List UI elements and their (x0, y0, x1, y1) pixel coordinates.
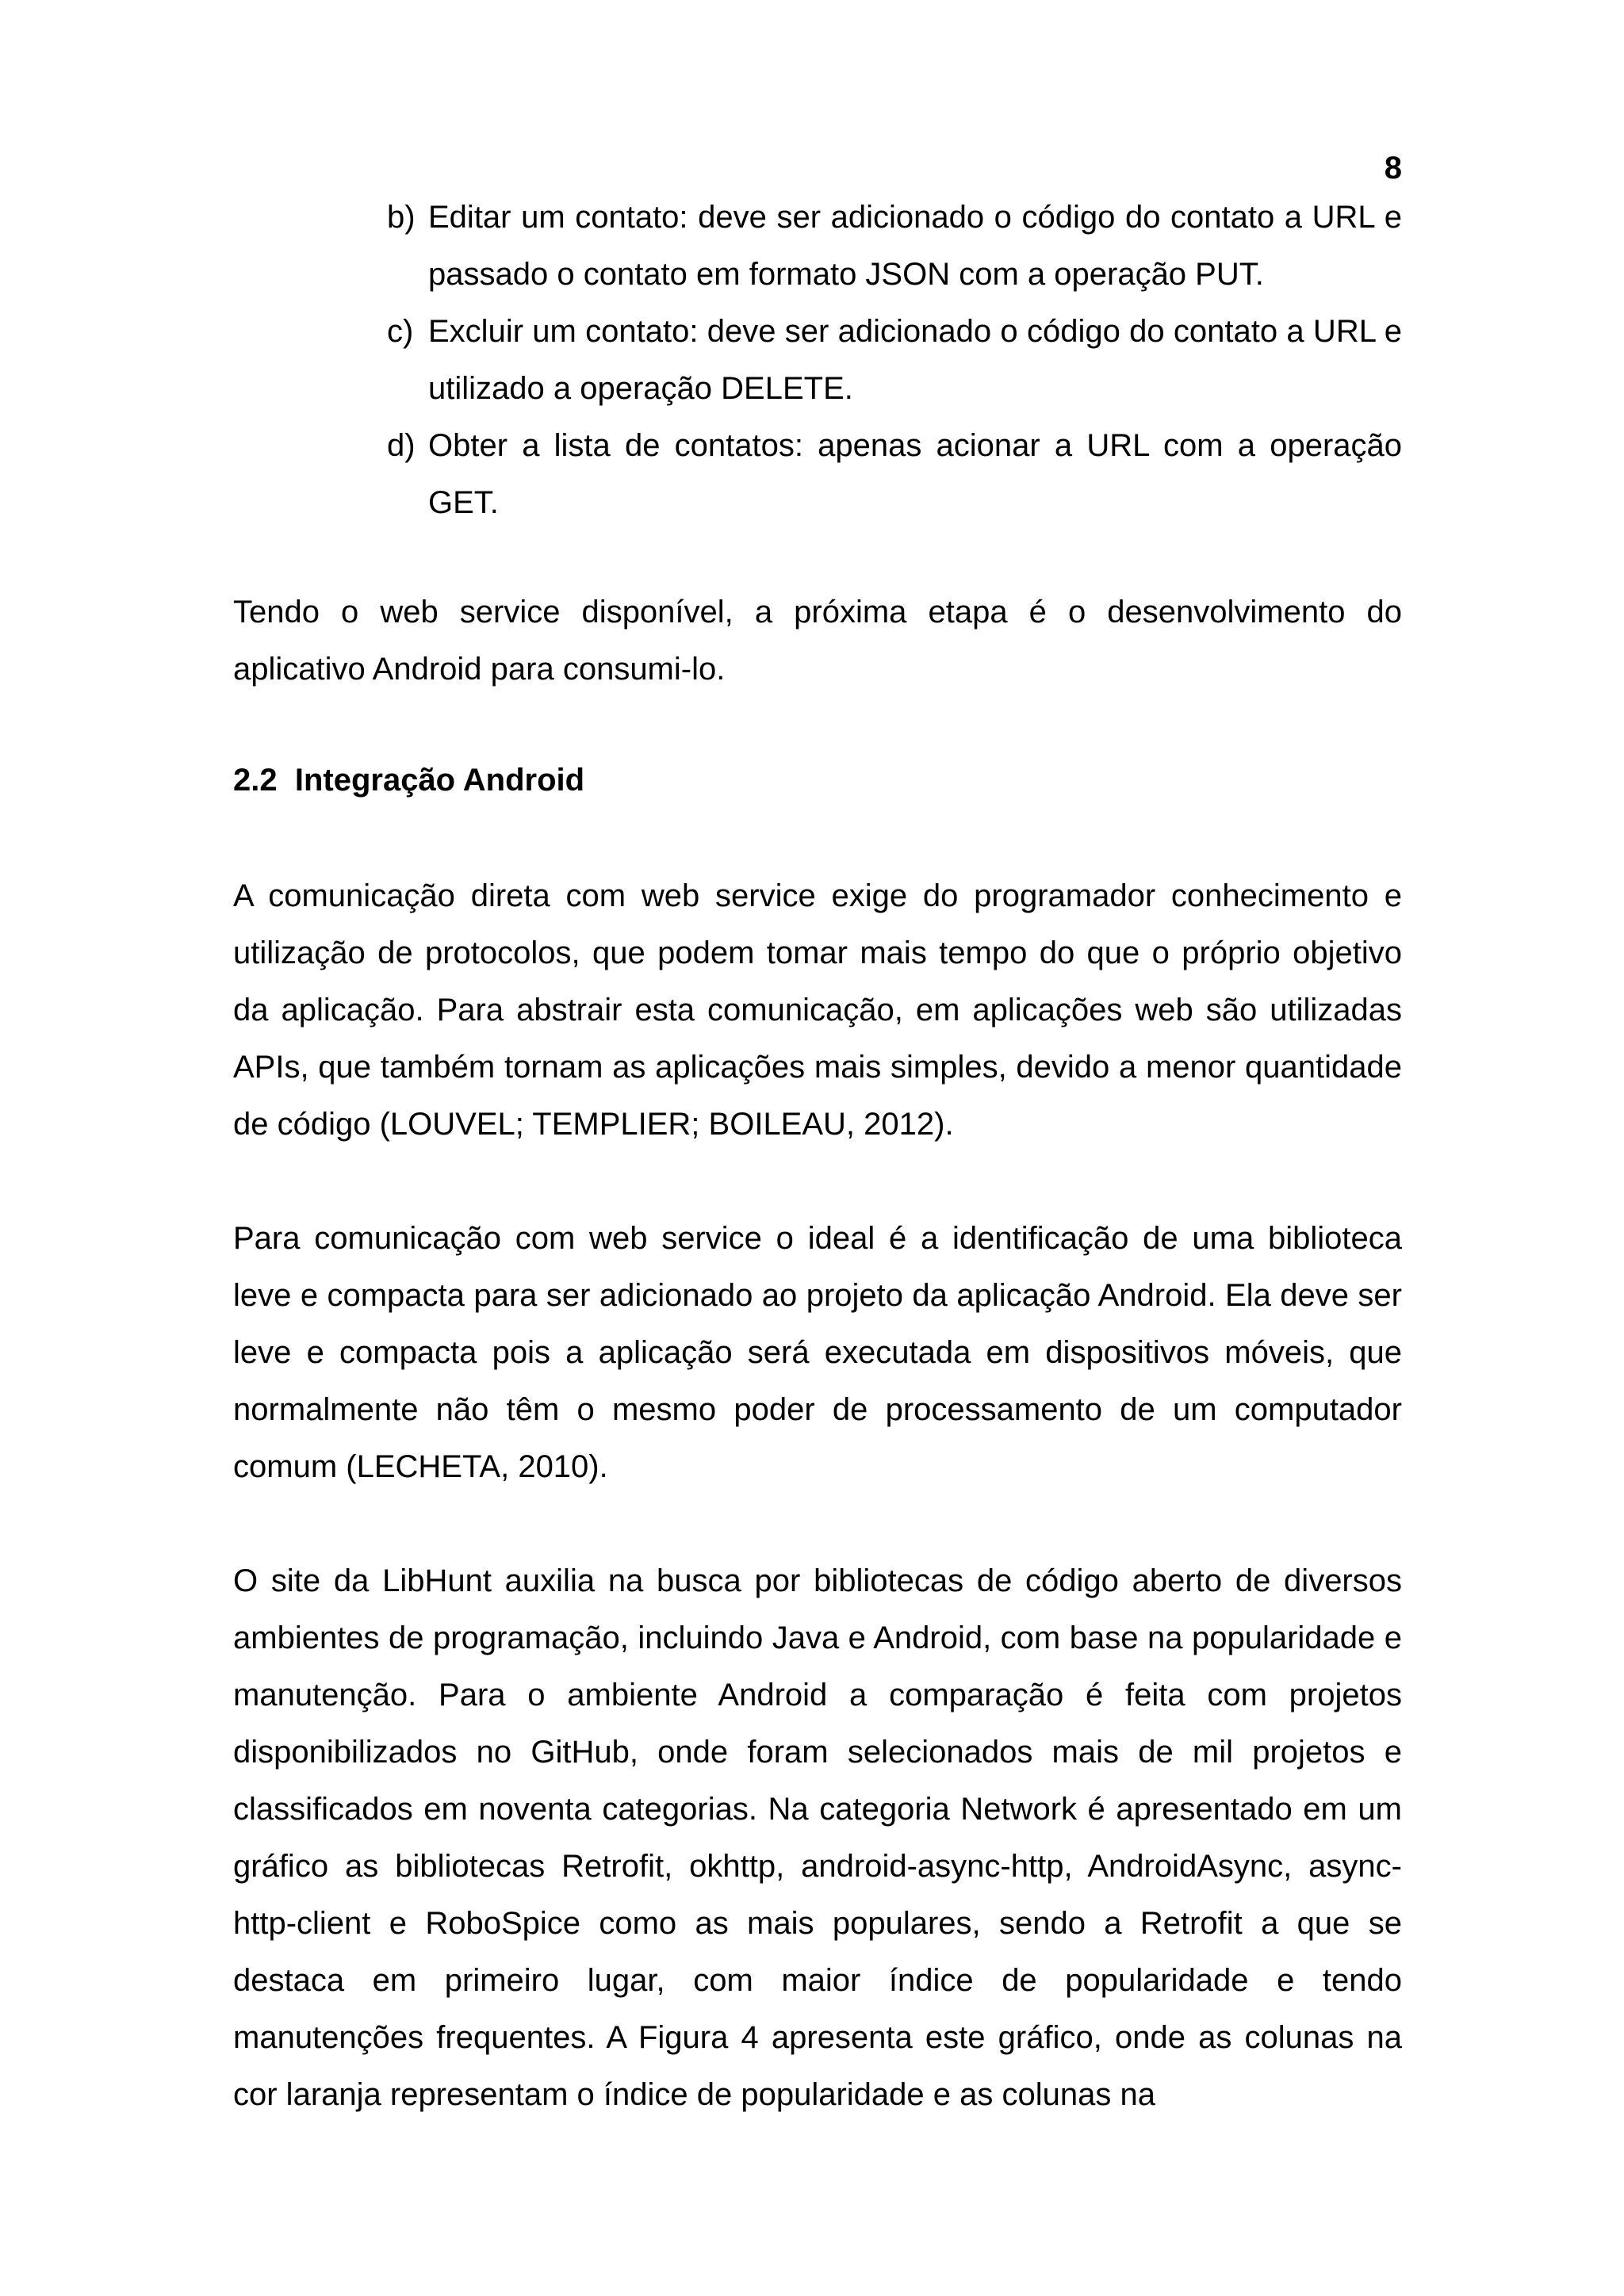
body-paragraph-3: O site da LibHunt auxilia na busca por bibliotecas de código aberto de diversos ambientes de programação, incluindo Java e Android, com base na popularidade e manutenção. Para o ambiente Android a comparação é feita com projetos disponibilizados no GitHub, onde foram selecionados mais de mil projetos e classificados em noventa categorias. Na categoria Network é apresentado em um gráfico as bibliotecas Retrofit, okhttp, android-async-http, AndroidAsync, async-http-client e RoboSpice como as mais populares, sendo a Retrofit a que se destaca em primeiro lugar, com maior índice de popularidade e tendo manutenções frequentes. A Figura 4 apresenta este gráfico, onde as colunas na cor laranja representam o índice de popularidade e as colunas na (233, 1563, 1402, 2112)
list-marker: d) (387, 428, 416, 463)
page-number: 8 (1384, 151, 1402, 186)
list-marker: c) (387, 314, 414, 349)
list-item (387, 417, 1402, 531)
list-item (387, 189, 1402, 303)
operations-list (387, 189, 1402, 531)
list-item-text: Obter a lista de contatos: apenas acionar a URL com a operação GET. (428, 428, 1402, 520)
list-item-text: Editar um contato: deve ser adicionado o código do contato a URL e passado o contato em formato JSON com a operação PUT. (428, 200, 1402, 292)
list-item (387, 303, 1402, 417)
intro-paragraph: Tendo o web service disponível, a próxima etapa é o desenvolvimento do aplicativo Android para consumi-lo. (233, 595, 1402, 687)
body-paragraph-2: Para comunicação com web service o ideal é a identificação de uma biblioteca leve e compacta para ser adicionado ao projeto da aplicação Android. Ela deve ser leve e compacta pois a aplicação será executada em dispositivos móveis, que normalmente não têm o mesmo poder de processamento de um computador comum (LECHETA, 2010). (233, 1221, 1402, 1484)
body-paragraph-1: A comunicação direta com web service exige do programador conhecimento e utilização de protocolos, que podem tomar mais tempo do que o próprio objetivo da aplicação. Para abstrair esta comunicação, em aplicações web são utilizadas APIs, que também tornam as aplicações mais simples, devido a menor quantidade de código (LOUVEL; TEMPLIER; BOILEAU, 2012). (233, 878, 1402, 1142)
list-item-text: Excluir um contato: deve ser adicionado o código do contato a URL e utilizado a operação DELETE. (428, 314, 1402, 406)
list-marker: b) (387, 200, 416, 235)
section-heading: 2.2 Integração Android (233, 763, 585, 798)
